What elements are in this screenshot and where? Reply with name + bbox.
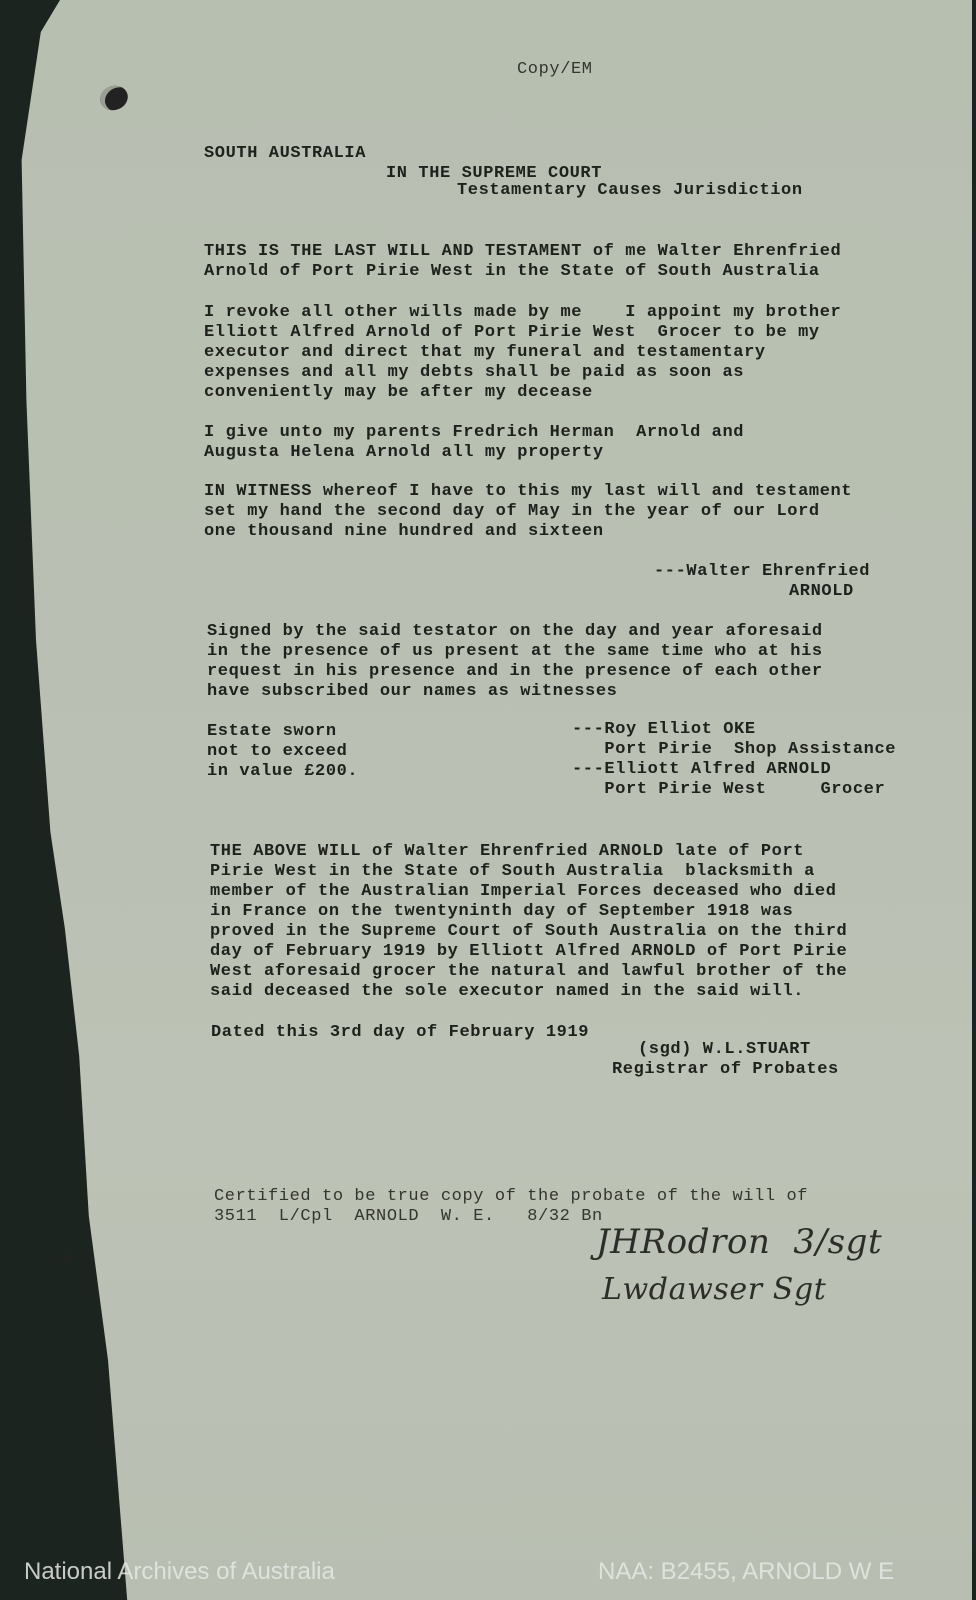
will-revoke-line: expenses and all my debts shall be paid as soon as — [204, 363, 745, 382]
will-revoke-line: Elliott Alfred Arnold of Port Pirie West Grocer to be my — [204, 323, 820, 342]
estate-line: not to exceed — [207, 742, 348, 761]
footer-archive-name: National Archives of Australia — [24, 1558, 335, 1585]
estate-line: in value £200. — [207, 762, 359, 781]
testator-signature: ---Walter Ehrenfried — [654, 562, 871, 581]
witness-entry: Port Pirie West Grocer — [572, 780, 886, 799]
certification-line: Certified to be true copy of the probate of the will of — [214, 1187, 809, 1206]
copy-mark: Copy/EM — [517, 60, 593, 79]
signed-line: have subscribed our names as witnesses — [207, 682, 618, 701]
probate-line: in France on the twentyninth day of September 1918 was — [210, 902, 794, 921]
probate-line: Pirie West in the State of South Australia blacksmith a — [210, 862, 815, 881]
probate-line: day of February 1919 by Elliott Alfred ARNOLD of Port Pirie — [210, 942, 848, 961]
registrar-signature: (sgd) W.L.STUART — [638, 1040, 811, 1059]
will-intro-line: Arnold of Port Pirie West in the State of South Australia — [204, 262, 820, 281]
witness-entry: ---Elliott Alfred ARNOLD — [572, 760, 832, 779]
dated-line: Dated this 3rd day of February 1919 — [211, 1023, 590, 1042]
probate-line: West aforesaid grocer the natural and lawful brother of the — [210, 962, 848, 981]
handwritten-title: Lwdawser Sgt — [602, 1272, 827, 1307]
certification-line: 3511 L/Cpl ARNOLD W. E. 8/32 Bn — [214, 1207, 603, 1226]
witness-entry: Port Pirie Shop Assistance — [572, 740, 897, 759]
probate-line: proved in the Supreme Court of South Australia on the third — [210, 922, 848, 941]
header-state: SOUTH AUSTRALIA — [204, 144, 367, 163]
will-give-line: I give unto my parents Fredrich Herman Arnold and — [204, 423, 745, 442]
witness-entry: ---Roy Elliot OKE — [572, 720, 756, 739]
estate-line: Estate sworn — [207, 722, 337, 741]
will-witness-line: one thousand nine hundred and sixteen — [204, 522, 604, 541]
will-revoke-line: conveniently may be after my decease — [204, 383, 593, 402]
footer-reference: NAA: B2455, ARNOLD W E — [598, 1558, 895, 1585]
probate-line: THE ABOVE WILL of Walter Ehrenfried ARNOLD late of Port — [210, 842, 805, 861]
signed-line: in the presence of us present at the same time who at his — [207, 642, 823, 661]
will-give-line: Augusta Helena Arnold all my property — [204, 443, 604, 462]
will-intro-line: THIS IS THE LAST WILL AND TESTAMENT of me Walter Ehrenfried — [204, 242, 842, 261]
handwritten-signature: JHRodron 3/sgt — [596, 1222, 883, 1262]
will-witness-line: IN WITNESS whereof I have to this my last will and testament — [204, 482, 853, 501]
probate-line: member of the Australian Imperial Forces deceased who died — [210, 882, 837, 901]
signed-line: request in his presence and in the presence of each other — [207, 662, 823, 681]
registrar-title: Registrar of Probates — [612, 1060, 839, 1079]
will-revoke-line: I revoke all other wills made by me I appoint my brother — [204, 303, 842, 322]
header-court: IN THE SUPREME COURT — [386, 164, 603, 183]
will-witness-line: set my hand the second day of May in the year of our Lord — [204, 502, 820, 521]
testator-surname: ARNOLD — [789, 582, 854, 601]
probate-line: said deceased the sole executor named in the said will. — [210, 982, 805, 1001]
signed-line: Signed by the said testator on the day and year aforesaid — [207, 622, 823, 641]
header-jurisdiction: Testamentary Causes Jurisdiction — [457, 181, 803, 200]
will-revoke-line: executor and direct that my funeral and testamentary — [204, 343, 766, 362]
